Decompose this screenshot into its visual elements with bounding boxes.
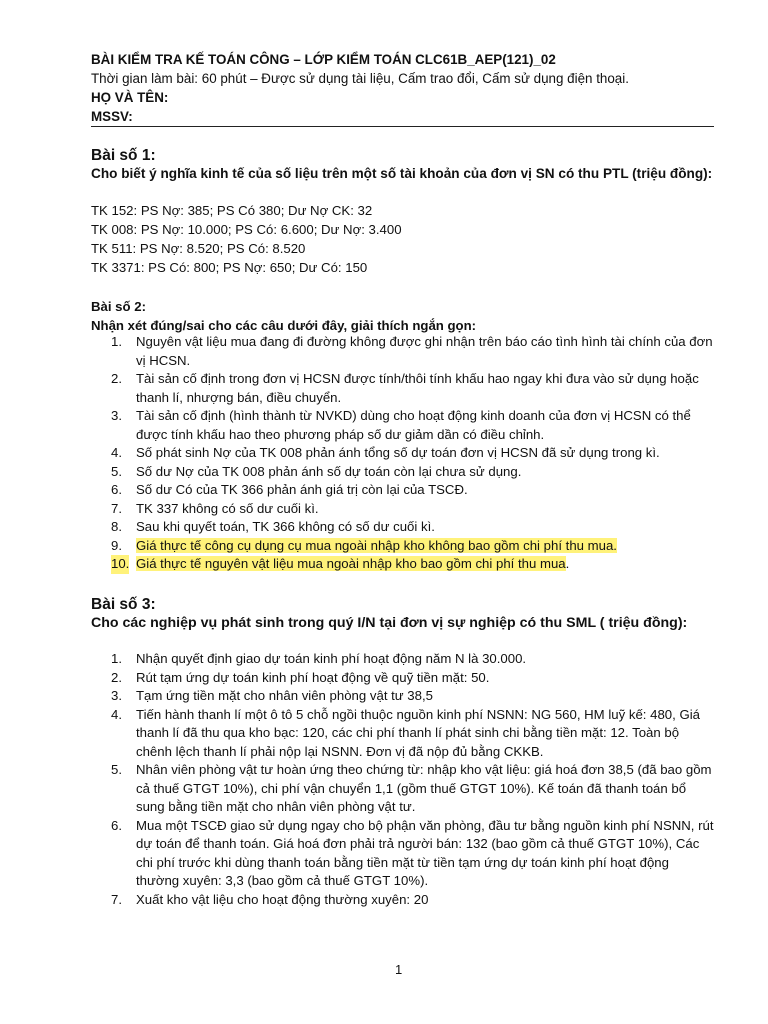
list-item: 1. Nguyên vật liệu mua đang đi đường không được ghi nhận trên báo cáo tình hình tài chính của đơn vị HCSN. (111, 334, 713, 368)
bai1-prompt: Cho biết ý nghĩa kinh tế của số liệu trên một số tài khoản của đơn vị SN có thu PTL (triệu đồng): (91, 166, 713, 181)
list-item-highlighted: 10. Giá thực tế nguyên vật liệu mua ngoài nhập kho bao gồm chi phí thu mua. (91, 555, 714, 574)
list-item: 4. Tiến hành thanh lí một ô tô 5 chỗ ngồi thuộc nguồn kinh phí NSNN: NG 560, HM luỹ kế: 480, Giá thanh lí đã thu qua kho bạc: 120, các chi phí thanh lí phát sinh chi bằng tiền mặt: 12. Toàn bộ chênh lệch thanh lí phải nộp lại NSNN. Đơn vị đã nộp đủ bằng CKKB. (111, 706, 700, 759)
highlighted-text: Giá thực tế nguyên vật liệu mua ngoài nhập kho bao gồm chi phí thu mua (136, 556, 566, 571)
list-item: 3. Tài sản cố định (hình thành từ NVKD) dùng cho hoạt động kinh doanh của đơn vị HCSN có thể được tính khấu hao theo phương pháp số dư giảm dần có điều chỉnh. (111, 408, 691, 442)
bai1-accounts (91, 201, 402, 277)
bai3-list (91, 650, 714, 909)
document-header (91, 50, 714, 126)
list-item: 7. TK 337 không có số dư cuối kì. (111, 500, 319, 516)
list-item: 2. Rút tạm ứng dự toán kinh phí hoạt động về quỹ tiền mặt: 50. (111, 669, 490, 685)
bai3-prompt: Cho các nghiệp vụ phát sinh trong quý I/N tại đơn vị sự nghiệp có thu SML ( triệu đồng): (91, 615, 688, 631)
bai2-heading: Bài số 2: (91, 299, 146, 314)
list-item: 5. Nhân viên phòng vật tư hoàn ứng theo chứng từ: nhập kho vật liệu: giá hoá đơn 38,5 (đã bao gồm cả thuế GTGT 10%), chi phí vận chuyển 1,1 (gồm thuế GTGT 10%). Kế toán đã thanh toán bổ sung bằng tiền mặt cho nhân viên phòng vật tư. (111, 762, 712, 814)
header-divider (91, 126, 714, 127)
exam-instructions: Thời gian làm bài: 60 phút – Được sử dụng tài liệu, Cấm trao đổi, Cấm sử dụng điện thoại. (91, 71, 629, 86)
page-number: 1 (395, 962, 403, 977)
list-item: 3. Tạm ứng tiền mặt cho nhân viên phòng vật tư 38,5 (111, 688, 433, 703)
list-item: 6. Số dư Có của TK 366 phản ánh giá trị còn lại của TSCĐ. (111, 482, 468, 497)
student-id-label: MSSV: (91, 109, 133, 124)
list-item: 8. Sau khi quyết toán, TK 366 không có số dư cuối kì. (111, 519, 435, 534)
account-line: TK 511: PS Nợ: 8.520; PS Có: 8.520 (91, 241, 306, 256)
bai2-prompt: Nhận xét đúng/sai cho các câu dưới đây, giải thích ngắn gọn: (91, 318, 477, 333)
exam-title: BÀI KIỂM TRA KẾ TOÁN CÔNG – LỚP KIỂM TOÁN CLC61B_AEP(121)_02 (91, 52, 556, 67)
account-line: TK 008: PS Nợ: 10.000; PS Có: 6.600; Dư Nợ: 3.400 (91, 222, 402, 237)
list-item: 6. Mua một TSCĐ giao sử dụng ngay cho bộ phận văn phòng, đầu tư bằng nguồn kinh phí NSNN, rút dự toán để thanh toán. Giá hoá đơn phải trả người bán: 132 (bao gồm cả thuế GTGT 10%), Các chi phí trước khi dùng thanh toán bằng tiền mặt từ tiền tạm ứng dự toán kinh phí hoạt động thường xuyên: 3,3 (bao gồm cả thuế GTGT 10%). (111, 817, 714, 888)
name-label: HỌ VÀ TÊN: (91, 90, 169, 105)
list-item: 4. Số phát sinh Nợ của TK 008 phản ánh tổng số dự toán đơn vị HCSN đã sử dụng trong kì. (111, 445, 660, 460)
list-item: 1. Nhận quyết định giao dự toán kinh phí hoạt động năm N là 30.000. (111, 651, 527, 666)
account-line: TK 152: PS Nợ: 385; PS Có 380; Dư Nợ CK: 32 (91, 203, 373, 218)
list-item: 7. Xuất kho vật liệu cho hoạt động thường xuyên: 20 (111, 891, 429, 907)
bai3-heading: Bài số 3: (91, 596, 156, 613)
bai1-heading: Bài số 1: (91, 147, 156, 164)
bai2-header (91, 297, 476, 335)
account-line: TK 3371: PS Có: 800; PS Nợ: 650; Dư Có: 150 (91, 260, 368, 275)
list-item: 5. Số dư Nợ của TK 008 phản ánh số dự toán còn lại chưa sử dụng. (111, 463, 522, 479)
bai2-list (91, 333, 714, 574)
list-item: 2. Tài sản cố định trong đơn vị HCSN được tính/thôi tính khấu hao ngay khi đưa vào sử dụng hoặc thanh lí, nhượng bán, điều chuyển. (111, 371, 699, 405)
list-item-highlighted: 9. Giá thực tế công cụ dụng cụ mua ngoài nhập kho không bao gồm chi phí thu mua. (111, 537, 617, 553)
highlighted-text: Giá thực tế công cụ dụng cụ mua ngoài nhập kho không bao gồm chi phí thu mua. (136, 537, 617, 553)
